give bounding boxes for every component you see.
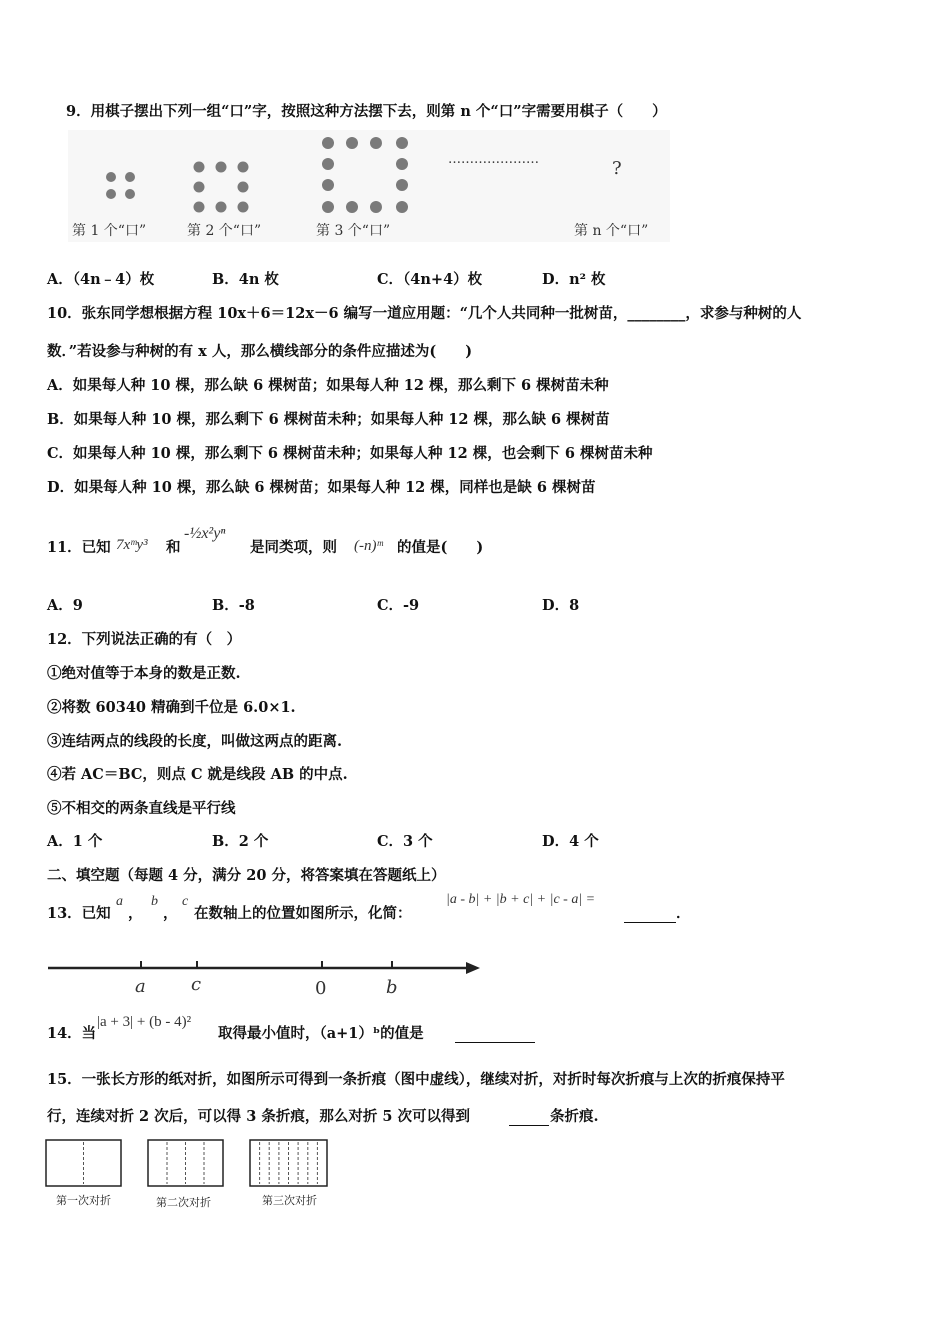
q13-axis-label-b: b [386, 977, 398, 998]
q15-caption-1: 第一次对折 [56, 1194, 111, 1207]
q11-suffix-2: 的值是( ) [397, 539, 484, 556]
q11-expr-3: (-n)ᵐ [354, 538, 383, 554]
q13-number-line [46, 958, 486, 1008]
q15-caption-3: 第三次对折 [262, 1194, 317, 1207]
q13-text: 在数轴上的位置如图所示，化简： [194, 905, 412, 922]
q15-fold-figures [46, 1140, 336, 1192]
q9-option-b: B．4n 枚 [212, 271, 279, 288]
q12-option-c: C．3 个 [377, 833, 433, 850]
q15-caption-2: 第二次对折 [156, 1196, 211, 1209]
q10-option-a: A．如果每人种 10 棵，那么缺 6 棵树苗；如果每人种 12 棵，那么剩下 6 棵树苗未种 [47, 377, 609, 394]
q14-prefix: 14．当 [47, 1025, 97, 1042]
q10-line-1: 10．张东同学想根据方程 10x＋6＝12x－6 编写一道应用题：“几个人共同种一批树苗，________，求参与种树的人 [47, 305, 802, 322]
q9-caption-1: 第 1 个“口” [72, 223, 147, 239]
q12-statement-4: ④若 AC＝BC，则点 C 就是线段 AB 的中点. [47, 766, 348, 783]
q9-figure [68, 130, 670, 242]
q15-line-1: 15．一张长方形的纸对折，如图所示可得到一条折痕（图中虚线），继续对折，对折时每次折痕与上次的折痕保持平 [47, 1071, 785, 1088]
q9-caption-3: 第 3 个“口” [316, 223, 391, 239]
q10-line-2: 数．”若设参与种树的有 x 人，那么横线部分的条件应描述为( ) [47, 343, 473, 360]
q15-line-2b: 条折痕. [550, 1108, 599, 1125]
q12-option-d: D．4 个 [542, 833, 599, 850]
q13-var-b: b [151, 894, 158, 909]
q10-option-b: B．如果每人种 10 棵，那么剩下 6 棵树苗未种；如果每人种 12 棵，那么缺 6 棵树苗 [47, 411, 610, 428]
q10-option-d: D．如果每人种 10 棵，那么缺 6 棵树苗；如果每人种 12 棵，同样也是缺 6 棵树苗 [47, 479, 596, 496]
q12-option-a: A．1 个 [47, 833, 103, 850]
q11-option-c: C．-9 [377, 597, 420, 614]
q11-option-d: D．8 [542, 597, 580, 614]
q14-expression: |a + 3| + (b - 4)² [97, 1014, 192, 1030]
q13-expression: |a - b| + |b + c| + |c - a| = [446, 892, 596, 907]
q13-axis-label-0: 0 [315, 978, 327, 999]
q12-statement-3: ③连结两点的线段的长度，叫做这两点的距离. [47, 733, 343, 750]
q9-option-d: D．n² 枚 [542, 271, 606, 288]
q14-answer-blank [455, 1024, 535, 1049]
q12-option-b: B．2 个 [212, 833, 269, 850]
q13-var-c: c [182, 894, 189, 909]
q11-option-b: B．-8 [212, 597, 255, 614]
q12-statement-5: ⑤不相交的两条直线是平行线 [47, 800, 236, 817]
q15-answer-blank [509, 1107, 549, 1132]
section-2-heading: 二、填空题（每题 4 分，满分 20 分，将答案填在答题纸上） [47, 867, 446, 884]
q13-axis-label-a: a [135, 976, 146, 997]
q9-caption-n: 第 n 个“口” [574, 223, 649, 239]
q9-text: 9．用棋子摆出下列一组“口”字，按照这种方法摆下去，则第 n 个“口”字需要用棋子（ ） [66, 103, 667, 120]
q14-suffix: 取得最小值时，（a+1）ᵇ的值是 [218, 1025, 424, 1042]
q11-suffix-1: 是同类项，则 [250, 539, 337, 556]
q11-prefix: 11．已知 [47, 539, 111, 556]
q9-option-c: C．（4n+4）枚 [377, 271, 483, 288]
q13-answer-blank [624, 904, 676, 929]
q13-var-a: a [116, 894, 123, 909]
q11-option-a: A．9 [47, 597, 83, 614]
q12-statement-2: ②将数 60340 精确到千位是 6.0×1. [47, 699, 296, 716]
q12-statement-1: ①绝对值等于本身的数是正数. [47, 665, 241, 682]
q11-expr-1: 7xᵐy³ [116, 537, 148, 553]
q13-axis-label-c: c [191, 974, 202, 995]
q13-period: ． [676, 905, 691, 922]
q9-question-mark: ? [612, 158, 622, 179]
q9-caption-2: 第 2 个“口” [187, 223, 262, 239]
q10-option-c: C．如果每人种 10 棵，那么剩下 6 棵树苗未种；如果每人种 12 棵，也会剩下 6 棵树苗未种 [47, 445, 653, 462]
q11-expr-2: -½x²yⁿ [184, 525, 226, 542]
q9-ellipsis: ………………… [448, 152, 539, 167]
q15-line-2a: 行，连续对折 2 次后，可以得 3 条折痕，那么对折 5 次可以得到 [47, 1108, 471, 1125]
q13-comma-2: ， [163, 905, 178, 922]
q13-comma-1: ， [128, 905, 143, 922]
q13-prefix: 13．已知 [47, 905, 111, 922]
q12-title: 12．下列说法正确的有（ ） [47, 631, 242, 648]
q11-and: 和 [166, 539, 181, 556]
q9-option-a: A．（4n﹣4）枚 [47, 271, 155, 288]
